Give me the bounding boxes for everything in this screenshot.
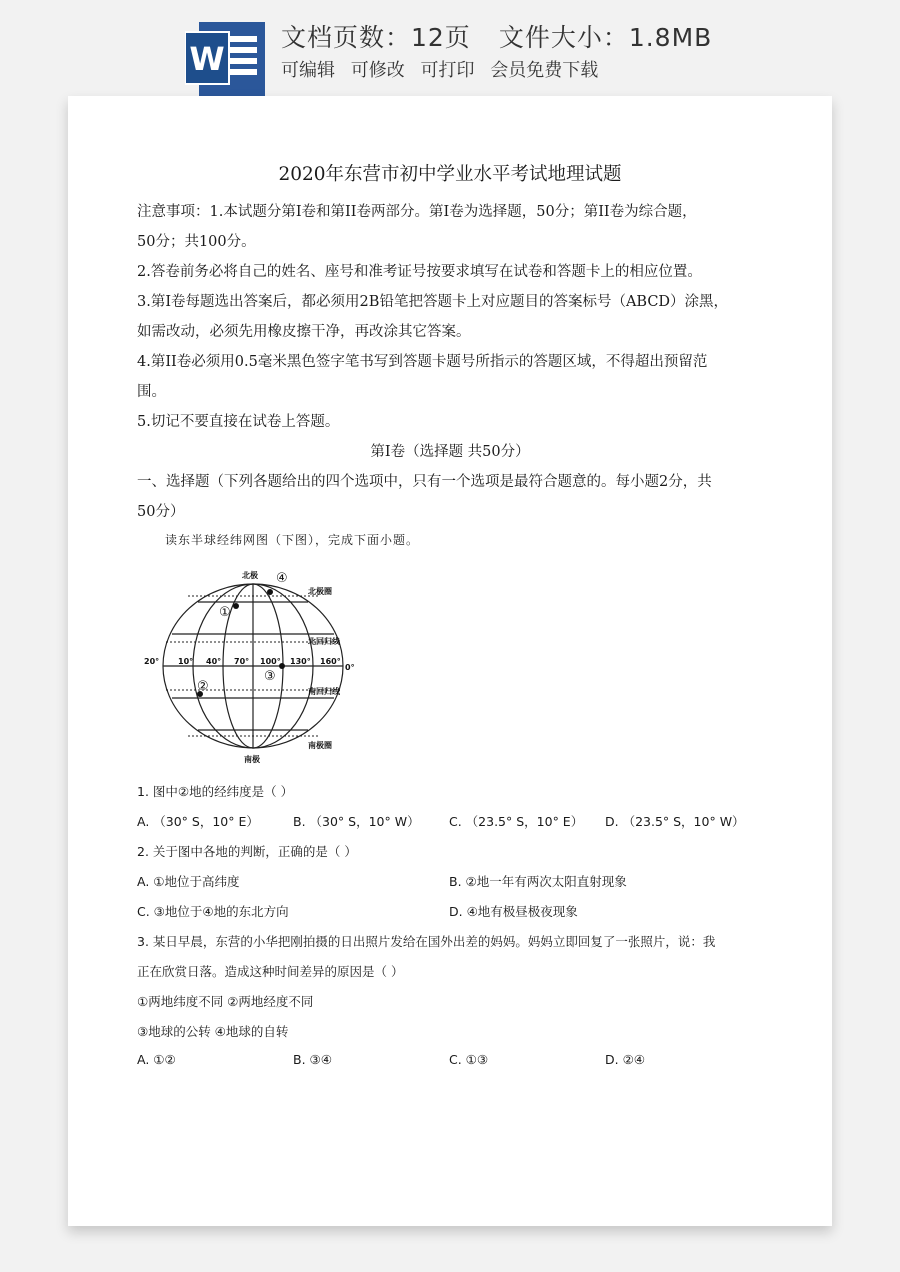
note-line-4: 3.第Ⅰ卷每题选出答案后，都必须用2B铅笔把答题卡上对应题目的答案标号（ABCD）涂黑，	[137, 294, 729, 310]
q3-option-c[interactable]: C. ①③	[449, 1052, 489, 1067]
label-arctic-circle: 北极圈	[308, 587, 332, 596]
feature-editable: 可编辑	[281, 60, 335, 81]
label-lon-10: 10°	[178, 657, 194, 666]
label-lon-70: 70°	[234, 657, 250, 666]
label-point-2: ②	[197, 679, 209, 694]
q2-option-b[interactable]: B. ②地一年有两次太阳直射现象	[449, 874, 627, 889]
label-equator: 0°	[345, 663, 355, 672]
point-4-marker	[267, 589, 273, 595]
feature-member-download: 会员免费下载	[490, 60, 599, 81]
q1-stem: 1. 图中②地的经纬度是（ ）	[137, 784, 294, 799]
note-line-2: 50分；共100分。	[137, 234, 256, 250]
file-stats	[281, 18, 712, 54]
q1-option-b[interactable]: B. （30° S，10° W）	[293, 814, 420, 829]
label-north-pole: 北极	[242, 571, 258, 580]
eastern-hemisphere-graticule-figure	[140, 566, 370, 766]
note-line-3: 2.答卷前务必将自己的姓名、座号和准考证号按要求填写在试卷和答题卡上的相应位置。	[137, 264, 702, 280]
feature-list	[281, 56, 608, 82]
label-lon-40: 40°	[206, 657, 222, 666]
feature-printable: 可打印	[420, 60, 475, 81]
point-1-marker	[233, 603, 239, 609]
q2-stem: 2. 关于图中各地的判断，正确的是（ ）	[137, 844, 357, 859]
label-lon-100: 100°	[260, 657, 281, 666]
document-title: 2020年东营市初中学业水平考试地理试题	[278, 164, 622, 185]
note-line-1: 注意事项：1.本试题分第Ⅰ卷和第II卷两部分。第Ⅰ卷为选择题，50分；第II卷为综合题，	[137, 204, 697, 220]
word-document-icon	[185, 22, 265, 96]
label-lon-160: 160°	[320, 657, 341, 666]
page-count: 文档页数：12页	[281, 23, 471, 52]
q3-reasons-line-2: ③地球的公转 ④地球的自转	[137, 1024, 289, 1039]
figure-caption: 读东半球经纬网图（下图），完成下面小题。	[165, 533, 420, 547]
word-letter: W	[189, 40, 225, 78]
label-point-4: ④	[276, 571, 288, 586]
q3-reasons-line-1: ①两地纬度不同 ②两地经度不同	[137, 994, 314, 1009]
q1-option-d[interactable]: D. （23.5° S，10° W）	[605, 814, 745, 829]
q2-option-a[interactable]: A. ①地位于高纬度	[137, 874, 240, 889]
label-lon-20: 20°	[144, 657, 160, 666]
label-point-3: ③	[264, 669, 276, 684]
label-tropic-cancer: 北回归线	[308, 637, 340, 646]
q1-option-c[interactable]: C. （23.5° S，10° E）	[449, 814, 584, 829]
note-line-8: 5.切记不要直接在试卷上答题。	[137, 414, 340, 430]
feature-modifiable: 可修改	[350, 60, 405, 81]
note-line-5: 如需改动，必须先用橡皮擦干净，再改涂其它答案。	[137, 324, 471, 340]
label-antarctic-circle: 南极圈	[308, 741, 332, 750]
q1-option-a[interactable]: A. （30° S，10° E）	[137, 814, 259, 829]
section-title: 第Ⅰ卷（选择题 共50分）	[370, 444, 530, 460]
file-size: 文件大小：1.8MB	[498, 23, 713, 52]
q3-stem-line-1: 3. 某日早晨，东营的小华把刚拍摄的日出照片发给在国外出差的妈妈。妈妈立即回复了一张照片，说：我	[137, 934, 716, 949]
q2-option-c[interactable]: C. ③地位于④地的东北方向	[137, 904, 289, 919]
note-line-7: 围。	[137, 384, 166, 400]
label-tropic-capricorn: 南回归线	[308, 687, 340, 696]
file-info-header	[0, 0, 900, 96]
label-south-pole: 南极	[244, 755, 260, 764]
part-heading-line-1: 一、选择题（下列各题给出的四个选项中，只有一个选项是最符合题意的。每小题2分，共	[137, 474, 712, 490]
note-line-6: 4.第II卷必须用0.5毫米黑色签字笔书写到答题卡题号所指示的答题区域，不得超出预留范	[137, 354, 708, 370]
q3-stem-line-2: 正在欣赏日落。造成这种时间差异的原因是（ ）	[137, 964, 404, 979]
label-point-1: ①	[219, 605, 231, 620]
q3-option-b[interactable]: B. ③④	[293, 1052, 332, 1067]
label-lon-130: 130°	[290, 657, 311, 666]
q3-option-a[interactable]: A. ①②	[137, 1052, 176, 1067]
q2-option-d[interactable]: D. ④地有极昼极夜现象	[449, 904, 578, 919]
q3-option-d[interactable]: D. ②④	[605, 1052, 645, 1067]
part-heading-line-2: 50分）	[137, 504, 185, 520]
